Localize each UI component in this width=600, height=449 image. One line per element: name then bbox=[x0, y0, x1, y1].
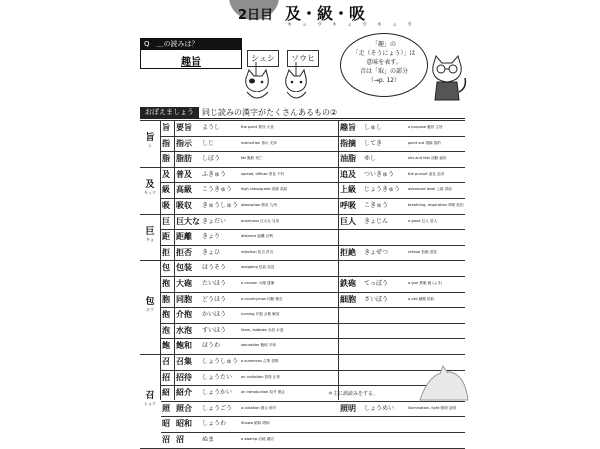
row-divider bbox=[161, 182, 465, 183]
row-divider bbox=[161, 229, 465, 230]
word-2-reading: ゆし bbox=[364, 155, 377, 163]
word-meaning: rejection 拒否 許否 bbox=[241, 249, 274, 254]
corner-cat-decoration bbox=[410, 350, 470, 400]
sign-souhi: ソウヒ bbox=[287, 50, 319, 67]
word: 巨大な bbox=[176, 216, 200, 226]
group-divider bbox=[140, 448, 465, 449]
word-meaning: an invitation 招待 正体 bbox=[241, 374, 281, 379]
word-meaning: a summons 召集 招集 bbox=[241, 359, 279, 363]
word: 距離 bbox=[176, 232, 192, 242]
section-tag: おぼえましょう bbox=[140, 107, 199, 118]
group-divider bbox=[140, 260, 465, 261]
footnote: ＊主に訓読みをする。 bbox=[328, 391, 379, 397]
word: 介抱 bbox=[176, 310, 192, 320]
word: 水泡 bbox=[176, 325, 192, 335]
word-reading: かいほう bbox=[202, 311, 227, 319]
group-kanji: 及 bbox=[145, 180, 155, 191]
row-divider bbox=[161, 292, 465, 293]
word: 高級 bbox=[176, 185, 192, 195]
row-kanji: 指 bbox=[162, 138, 170, 148]
group-reading: シ bbox=[148, 143, 152, 149]
word-2-reading: ついきゅう bbox=[364, 170, 395, 178]
word-meaning: the point 要旨 大旨 bbox=[241, 125, 274, 129]
word-meaning: high class/grade 高級 高給 bbox=[241, 187, 288, 192]
group-kanji: 召 bbox=[145, 390, 155, 401]
cat-illustration bbox=[238, 62, 313, 104]
group-kanji: 包 bbox=[145, 297, 155, 308]
row-kanji: 旨 bbox=[162, 123, 170, 132]
word-reading: ほうそう bbox=[202, 264, 227, 272]
row-kanji: 胞 bbox=[162, 294, 170, 304]
word-reading: しょうごう bbox=[202, 404, 233, 412]
word-reading: しょうわ bbox=[202, 420, 227, 428]
row-kanji: 招 bbox=[162, 372, 170, 382]
word: 招待 bbox=[176, 372, 192, 382]
hint-bubble bbox=[340, 33, 428, 97]
word: 拒否 bbox=[176, 247, 192, 257]
row-kanji: 飽 bbox=[162, 341, 170, 351]
section-bar bbox=[140, 107, 465, 119]
word-meaning: a swamp 沼地 湖沼 bbox=[241, 437, 274, 441]
word-2: 細胞 bbox=[340, 294, 356, 304]
word-2-reading: しゅし bbox=[364, 124, 383, 131]
word-meaning: fat 脂肪 死亡 bbox=[241, 156, 263, 161]
word: 吸収 bbox=[176, 201, 192, 210]
word-2-reading: きょぜつ bbox=[364, 248, 389, 256]
hint-line-3: 意味を表す。 bbox=[366, 59, 402, 66]
word-reading: ぬま bbox=[202, 436, 215, 443]
row-kanji: 泡 bbox=[162, 325, 170, 335]
group-reading: ショウ bbox=[144, 400, 156, 406]
word-reading: すいほう bbox=[202, 326, 227, 334]
word-2: 上級 bbox=[340, 185, 356, 195]
word-2-meaning: the pursuit 追及 追求 bbox=[408, 171, 445, 176]
word-2: 照明 bbox=[340, 403, 356, 413]
hint-line-5: （→p. 12） bbox=[367, 77, 401, 84]
word-2-reading: こきゅう bbox=[364, 202, 389, 209]
word-meaning: distance 距離 巨利 bbox=[241, 234, 273, 239]
row-divider bbox=[161, 323, 465, 324]
word-2: 呼吸 bbox=[340, 201, 356, 210]
row-divider bbox=[161, 401, 465, 402]
word-meaning: foam, bubbles 水泡 水泡 bbox=[241, 327, 284, 332]
row-divider bbox=[161, 245, 465, 246]
word-meaning: a collation 照合 称号 bbox=[241, 405, 277, 410]
group-divider bbox=[140, 214, 465, 215]
row-kanji: 包 bbox=[162, 263, 170, 273]
day-label: 2日目 bbox=[238, 8, 274, 23]
word-reading: しぼう bbox=[202, 155, 221, 163]
word-reading: きゅうしゅう bbox=[202, 202, 239, 209]
word: 召集 bbox=[176, 357, 192, 366]
table-top-border bbox=[140, 120, 465, 121]
word-2-reading: してき bbox=[364, 139, 383, 147]
word-meaning: wrapping 包装 放送 bbox=[241, 265, 275, 270]
word: 要旨 bbox=[176, 123, 192, 132]
row-divider bbox=[161, 416, 465, 417]
word-2-meaning: refusal 拒絶 虚説 bbox=[408, 249, 437, 254]
word: 同胞 bbox=[176, 294, 192, 304]
word-2: 鉄砲 bbox=[340, 279, 356, 288]
word-2-meaning: breathing, respiration 呼吸 故旧 bbox=[408, 203, 464, 207]
section-title: 同じ読みの漢字がたくさんあるもの② bbox=[202, 108, 338, 117]
word-2-meaning: a cell 細胞 砕肪 bbox=[408, 296, 435, 301]
row-kanji: 照 bbox=[162, 403, 170, 413]
word-2-reading: きょじん bbox=[364, 217, 389, 225]
word-meaning: nursing 介抱 会報 解放 bbox=[241, 312, 280, 317]
word: 飽和 bbox=[176, 341, 192, 351]
row-kanji: 巨 bbox=[162, 216, 170, 226]
word-meaning: an introduction 紹介 照会 bbox=[241, 390, 285, 395]
row-kanji: 昭 bbox=[162, 419, 170, 429]
row-divider bbox=[161, 276, 465, 277]
group-divider bbox=[140, 167, 465, 168]
row-kanji: 召 bbox=[162, 357, 170, 366]
kana-3: キュウ bbox=[377, 22, 423, 28]
word-reading: どうほう bbox=[202, 295, 227, 303]
kana-1: キュウ bbox=[287, 22, 333, 28]
hint-line-2: 「走（そうにょう）」は bbox=[352, 50, 416, 57]
word-2-meaning: a giant 巨人 虚人 bbox=[408, 218, 438, 223]
hint-line-4: 音は「取」の部分 bbox=[359, 68, 408, 75]
word-2-reading: さいぼう bbox=[364, 295, 389, 303]
row-kanji: 吸 bbox=[162, 201, 170, 210]
word: 包装 bbox=[176, 263, 192, 273]
word-2: 拒絶 bbox=[340, 247, 356, 257]
word-reading: たいほう bbox=[202, 280, 227, 287]
quiz-answer: 趣旨 bbox=[181, 57, 201, 68]
word-meaning: instruction 指示 支持 bbox=[241, 140, 277, 145]
row-kanji: 沼 bbox=[162, 435, 170, 444]
lesson-title-kana bbox=[287, 21, 422, 28]
quiz-question: Q ＿の読みは？ bbox=[141, 39, 241, 50]
row-kanji: 距 bbox=[162, 232, 170, 242]
word-reading: しょうたい bbox=[202, 373, 233, 381]
word-2-meaning: illumination, light 照明 証明 bbox=[408, 405, 457, 410]
word: 指示 bbox=[176, 138, 192, 148]
word-2-reading: じょうきゅう bbox=[364, 186, 401, 194]
word-reading: こうきゅう bbox=[202, 186, 233, 194]
word-meaning: saturation 飽和 平和 bbox=[241, 343, 276, 348]
word-2-meaning: point out 指摘 指的 bbox=[408, 140, 441, 145]
word-2-reading: てっぽう bbox=[364, 280, 389, 287]
kana-2: キュウ bbox=[332, 22, 378, 28]
row-kanji: 抱 bbox=[162, 279, 170, 288]
word-reading: しじ bbox=[202, 139, 215, 147]
word-reading: きょり bbox=[202, 233, 221, 241]
group-reading: ホウ bbox=[146, 307, 154, 313]
group-kanji: 旨 bbox=[145, 133, 155, 144]
row-divider bbox=[161, 432, 465, 433]
word-reading: ふきゅう bbox=[202, 170, 227, 178]
word-meaning: spread, diffuse 普及 不朽 bbox=[241, 171, 285, 176]
word-meaning: Showa 昭和 唱和 bbox=[241, 421, 270, 426]
word-reading: しょうかい bbox=[202, 389, 233, 397]
word-2: 追及 bbox=[340, 169, 356, 179]
quiz-box bbox=[140, 38, 242, 69]
row-kanji: 抱 bbox=[162, 310, 170, 320]
lesson-title: 及・級・吸 bbox=[285, 4, 366, 23]
word-reading: しょうしゅう bbox=[202, 358, 239, 365]
word-meaning: absorption 吸収 九州 bbox=[241, 203, 277, 207]
word-2-meaning: a purpose 趣旨 主旨 bbox=[408, 125, 443, 129]
word-2: 趣旨 bbox=[340, 123, 356, 132]
word-2-meaning: a gun 鉄砲 砲 (ふき) bbox=[408, 281, 443, 285]
word: 脂肪 bbox=[176, 154, 192, 164]
hint-line-1: 「趣」の bbox=[371, 41, 396, 48]
word-2: 油脂 bbox=[340, 154, 356, 164]
group-reading: キョ bbox=[146, 237, 154, 242]
row-divider bbox=[161, 307, 465, 308]
word: 大砲 bbox=[176, 279, 192, 288]
word-reading: きょだい bbox=[202, 217, 227, 225]
sign-shushi: シュシ bbox=[247, 50, 279, 67]
row-kanji: 脂 bbox=[162, 154, 170, 164]
word-meaning: a cannon 大砲 逮捕 bbox=[241, 281, 275, 285]
word: 昭和 bbox=[176, 419, 192, 429]
word-2-meaning: advanced level 上級 昇給 bbox=[408, 187, 452, 192]
row-divider bbox=[161, 198, 465, 199]
row-kanji: 紹 bbox=[162, 388, 170, 398]
group-reading: キュウ bbox=[144, 190, 156, 196]
word: 照合 bbox=[176, 403, 192, 413]
row-divider bbox=[161, 338, 465, 339]
word: 紹介 bbox=[176, 388, 192, 398]
word-2-meaning: oils and fats 油脂 諭旨 bbox=[408, 156, 447, 161]
row-divider bbox=[161, 136, 465, 137]
word: 沼 bbox=[176, 435, 184, 444]
row-kanji: 級 bbox=[162, 185, 170, 195]
word-meaning: a countryman 同胞 報告 bbox=[241, 296, 283, 301]
word-reading: ほうわ bbox=[202, 342, 221, 350]
word-reading: ようし bbox=[202, 124, 221, 131]
row-kanji: 拒 bbox=[162, 247, 170, 257]
word-2: 巨人 bbox=[340, 216, 356, 226]
word: 普及 bbox=[176, 169, 192, 179]
word-reading: きょひ bbox=[202, 248, 221, 256]
teacher-cat-illustration bbox=[425, 52, 470, 107]
row-kanji: 及 bbox=[162, 169, 170, 179]
row-divider bbox=[161, 151, 465, 152]
word-meaning: enormous 巨大な 兄弟 bbox=[241, 218, 280, 223]
word-2-reading: しょうめい bbox=[364, 404, 395, 412]
group-kanji: 巨 bbox=[145, 227, 155, 237]
word-2: 指摘 bbox=[340, 138, 356, 148]
